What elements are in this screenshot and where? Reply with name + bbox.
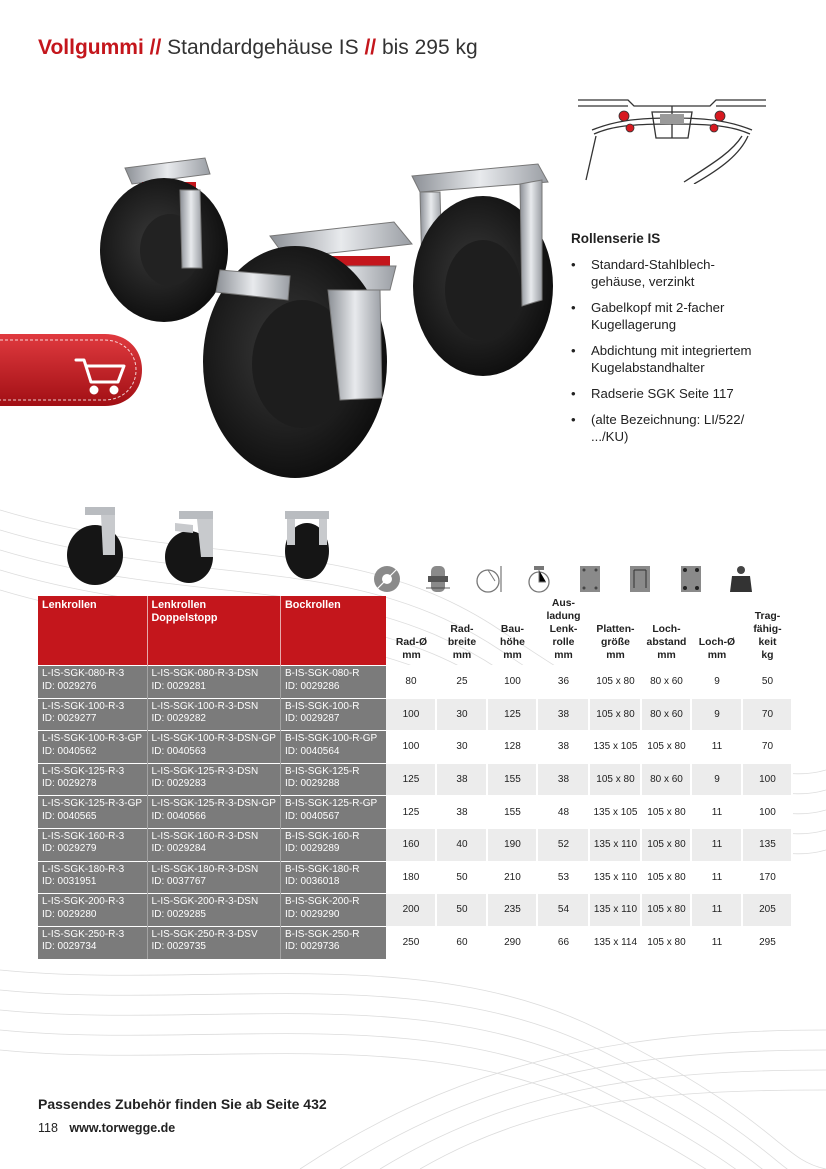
spec-value: 135: [742, 828, 792, 861]
spec-value: 11: [691, 894, 742, 927]
group-header-2: Bockrollen: [280, 596, 386, 666]
series-feature-item: • Abdichtung mit integriertem Kugelabstandhalter: [571, 342, 771, 376]
fixed-article-code: B-IS-SGK-125-R ID: 0029288: [280, 763, 386, 796]
plate-size-icon: [577, 564, 603, 594]
double-lock-article-code: L-IS-SGK-180-R-3-DSN ID: 0037767: [147, 861, 280, 894]
spec-value: 52: [537, 828, 589, 861]
spec-value: 36: [537, 666, 589, 699]
offset-icon: [524, 564, 554, 594]
spec-value: 125: [386, 763, 436, 796]
spec-value: 105 x 80: [641, 796, 691, 829]
column-header: Aus- ladung Lenk- rolle mm: [546, 598, 581, 661]
website-link[interactable]: www.torwegge.de: [69, 1121, 176, 1135]
spec-value: 100: [386, 698, 436, 731]
spec-icons-row: [362, 560, 767, 598]
group-header-1: Lenkrollen Doppelstopp: [147, 596, 280, 666]
spec-value: 180: [386, 861, 436, 894]
swivel-article-code: L-IS-SGK-250-R-3 ID: 0029734: [38, 926, 147, 959]
double-lock-article-code: L-IS-SGK-125-R-3-DSN-GP ID: 0040566: [147, 796, 280, 829]
wheel-width-icon: [425, 564, 451, 594]
caster-product-photo: [90, 150, 560, 480]
table-row: [38, 731, 792, 764]
column-header: Rad- breite mm: [447, 624, 477, 661]
caster-variant-thumbnails: [55, 505, 355, 585]
spec-value: 38: [537, 763, 589, 796]
double-lock-article-code: L-IS-SGK-100-R-3-DSN-GP ID: 0040563: [147, 731, 280, 764]
spec-value: 11: [691, 828, 742, 861]
column-header: Trag- fähig- keit kg: [753, 611, 782, 661]
table-row: [38, 828, 792, 861]
spec-value: 38: [537, 731, 589, 764]
swivel-article-code: L-IS-SGK-100-R-3 ID: 0029277: [38, 698, 147, 731]
spec-value: 235: [487, 894, 537, 927]
fixed-article-code: B-IS-SGK-250-R ID: 0029736: [280, 926, 386, 959]
spec-value: 9: [691, 698, 742, 731]
fixed-article-code: B-IS-SGK-100-R-GP ID: 0040564: [280, 731, 386, 764]
series-feature-list: [571, 256, 771, 445]
shopping-cart-tab[interactable]: [0, 330, 145, 410]
spec-value: 60: [436, 926, 487, 959]
bolt-hole-icon: [678, 564, 704, 594]
double-lock-article-code: L-IS-SGK-160-R-3-DSN ID: 0029284: [147, 828, 280, 861]
group-header-0: Lenkrollen: [38, 596, 147, 666]
page-number: 118: [38, 1121, 58, 1135]
spec-value: 250: [386, 926, 436, 959]
swivel-caster-image: [100, 158, 228, 322]
series-feature-item: • Radserie SGK Seite 117: [571, 385, 771, 402]
column-header: Bau- höhe mm: [500, 624, 525, 661]
spec-value: 128: [487, 731, 537, 764]
spec-value: 30: [436, 731, 487, 764]
column-header: Platten- größe mm: [596, 624, 635, 661]
spec-value: 100: [386, 731, 436, 764]
spec-value: 11: [691, 731, 742, 764]
spec-value: 155: [487, 763, 537, 796]
accessory-note: Passendes Zubehör finden Sie ab Seite 432: [38, 1096, 327, 1112]
swivel-article-code: L-IS-SGK-125-R-3 ID: 0029278: [38, 763, 147, 796]
spec-value: 135 x 105: [589, 731, 641, 764]
series-feature-item: • Standard-Stahlblech- gehäuse, verzinkt: [571, 256, 771, 290]
wheel-diameter-icon: [372, 564, 402, 594]
fixed-caster-image: [412, 164, 553, 376]
column-header: Loch-Ø mm: [698, 637, 736, 661]
spec-value: 100: [742, 763, 792, 796]
table-row: [38, 796, 792, 829]
spec-value: 38: [537, 698, 589, 731]
column-header: Rad-Ø mm: [395, 637, 428, 661]
spec-value: 155: [487, 796, 537, 829]
series-feature-item: • (alte Bezeichnung: LI/522/ .../KU): [571, 411, 771, 445]
spec-value: 160: [386, 828, 436, 861]
table-row: [38, 861, 792, 894]
spec-value: 53: [537, 861, 589, 894]
title-housing: Standardgehäuse IS: [167, 36, 359, 59]
spec-value: 80 x 60: [641, 666, 691, 699]
table-row: [38, 698, 792, 731]
spec-value: 200: [386, 894, 436, 927]
spec-value: 11: [691, 926, 742, 959]
fixed-article-code: B-IS-SGK-200-R ID: 0029290: [280, 894, 386, 927]
swivel-article-code: L-IS-SGK-180-R-3 ID: 0031951: [38, 861, 147, 894]
spec-value: 80 x 60: [641, 698, 691, 731]
spec-value: 9: [691, 763, 742, 796]
spec-value: 30: [436, 698, 487, 731]
double-lock-caster-image: [203, 222, 412, 478]
spec-value: 105 x 80: [641, 861, 691, 894]
spec-value: 25: [436, 666, 487, 699]
spec-value: 40: [436, 828, 487, 861]
spec-value: 105 x 80: [589, 698, 641, 731]
double-lock-article-code: L-IS-SGK-080-R-3-DSN ID: 0029281: [147, 666, 280, 699]
bolt-spacing-icon: [627, 564, 653, 594]
spec-value: 38: [436, 763, 487, 796]
spec-value: 54: [537, 894, 589, 927]
swivel-article-code: L-IS-SGK-080-R-3 ID: 0029276: [38, 666, 147, 699]
table-row: [38, 894, 792, 927]
load-weight-icon: [728, 564, 754, 594]
spec-value: 135 x 114: [589, 926, 641, 959]
spec-value: 70: [742, 698, 792, 731]
spec-value: 170: [742, 861, 792, 894]
spec-value: 105 x 80: [641, 894, 691, 927]
spec-value: 11: [691, 861, 742, 894]
table-row: [38, 763, 792, 796]
spec-value: 190: [487, 828, 537, 861]
spec-value: 70: [742, 731, 792, 764]
spec-value: 50: [436, 861, 487, 894]
fixed-article-code: B-IS-SGK-125-R-GP ID: 0040567: [280, 796, 386, 829]
swivel-article-code: L-IS-SGK-100-R-3-GP ID: 0040562: [38, 731, 147, 764]
spec-value: 105 x 80: [641, 828, 691, 861]
series-heading: Rollenserie IS: [571, 231, 661, 246]
spec-value: 38: [436, 796, 487, 829]
spec-value: 135 x 110: [589, 828, 641, 861]
thumbnail-double-lock: [165, 511, 213, 583]
table-header-row: [38, 596, 792, 666]
caster-spec-table: [38, 596, 793, 959]
spec-value: 105 x 80: [589, 763, 641, 796]
height-icon: [473, 564, 503, 594]
spec-value: 80: [386, 666, 436, 699]
page-footer: [38, 1121, 175, 1135]
title-separator: //: [143, 36, 168, 59]
fixed-article-code: B-IS-SGK-080-R ID: 0029286: [280, 666, 386, 699]
spec-value: 100: [487, 666, 537, 699]
spec-value: 135 x 105: [589, 796, 641, 829]
swivel-article-code: L-IS-SGK-200-R-3 ID: 0029280: [38, 894, 147, 927]
title-load: bis 295 kg: [381, 36, 478, 59]
spec-value: 9: [691, 666, 742, 699]
title-separator: //: [358, 36, 382, 59]
thumbnail-fixed: [285, 511, 329, 579]
bearing-cross-section-diagram: [572, 92, 772, 184]
fixed-article-code: B-IS-SGK-100-R ID: 0029287: [280, 698, 386, 731]
spec-value: 66: [537, 926, 589, 959]
spec-value: 125: [386, 796, 436, 829]
spec-value: 48: [537, 796, 589, 829]
spec-value: 290: [487, 926, 537, 959]
spec-value: 105 x 80: [641, 731, 691, 764]
series-info: [571, 231, 771, 454]
column-header: Loch- abstand mm: [646, 624, 687, 661]
spec-value: 210: [487, 861, 537, 894]
spec-value: 125: [487, 698, 537, 731]
spec-value: 105 x 80: [589, 666, 641, 699]
double-lock-article-code: L-IS-SGK-200-R-3-DSN ID: 0029285: [147, 894, 280, 927]
swivel-article-code: L-IS-SGK-160-R-3 ID: 0029279: [38, 828, 147, 861]
series-feature-item: • Gabelkopf mit 2-facher Kugellagerung: [571, 299, 771, 333]
double-lock-article-code: L-IS-SGK-250-R-3-DSV ID: 0029735: [147, 926, 280, 959]
spec-value: 135 x 110: [589, 861, 641, 894]
table-row: [38, 666, 792, 699]
double-lock-article-code: L-IS-SGK-125-R-3-DSN ID: 0029283: [147, 763, 280, 796]
spec-value: 50: [742, 666, 792, 699]
table-row: [38, 926, 792, 959]
spec-value: 105 x 80: [641, 926, 691, 959]
spec-value: 11: [691, 796, 742, 829]
thumbnail-swivel: [67, 507, 123, 585]
fixed-article-code: B-IS-SGK-180-R ID: 0036018: [280, 861, 386, 894]
spec-value: 80 x 60: [641, 763, 691, 796]
page-title: [38, 36, 478, 60]
spec-value: 50: [436, 894, 487, 927]
double-lock-article-code: L-IS-SGK-100-R-3-DSN ID: 0029282: [147, 698, 280, 731]
fixed-article-code: B-IS-SGK-160-R ID: 0029289: [280, 828, 386, 861]
spec-value: 100: [742, 796, 792, 829]
title-material: Vollgummi: [38, 36, 144, 59]
swivel-article-code: L-IS-SGK-125-R-3-GP ID: 0040565: [38, 796, 147, 829]
spec-value: 205: [742, 894, 792, 927]
spec-value: 135 x 110: [589, 894, 641, 927]
spec-value: 295: [742, 926, 792, 959]
